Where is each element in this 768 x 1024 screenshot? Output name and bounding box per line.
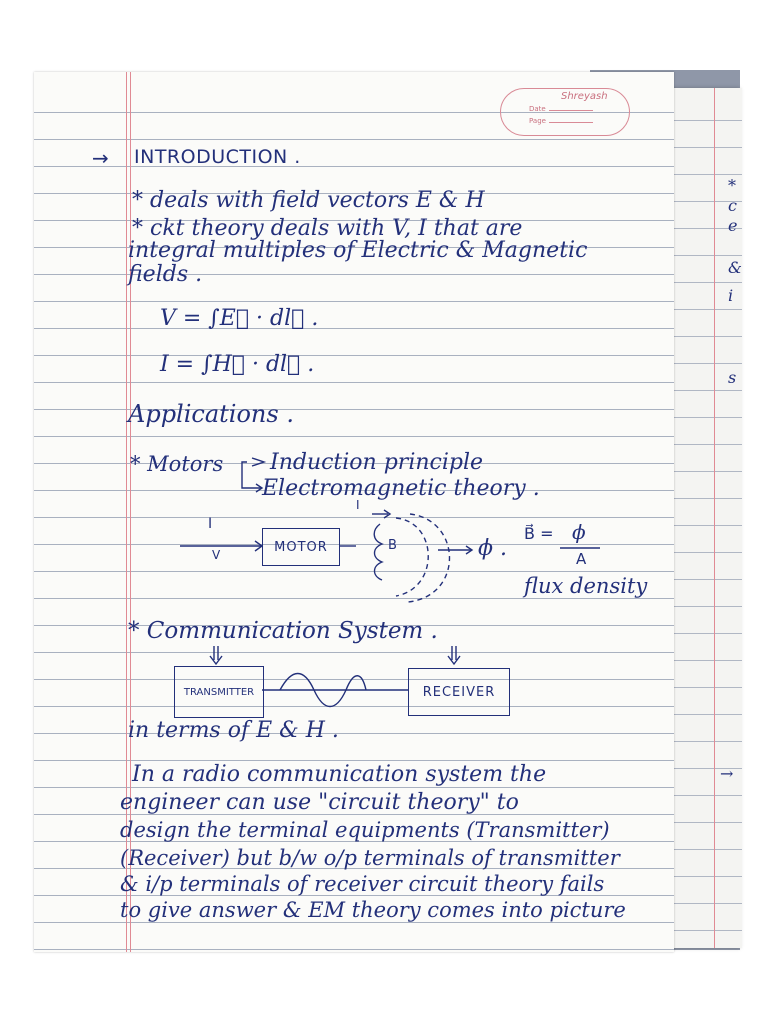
next-page-mark: → xyxy=(720,764,734,783)
paragraph-line: design the terminal equipments (Transmitter) xyxy=(120,818,610,842)
intro-line: integral multiples of Electric & Magnetic xyxy=(128,238,588,263)
paragraph-line: & i/p terminals of receiver circuit theory fails xyxy=(120,872,605,896)
motor-principle: Induction principle xyxy=(270,450,484,475)
stamp-brand: Shreyash xyxy=(561,91,608,102)
transmitter-box xyxy=(174,666,264,718)
intro-line: * ckt theory deals with V, I that are xyxy=(132,216,523,241)
equation-voltage: V = ∫E⃗ · dl⃗ . xyxy=(160,306,319,331)
flux-density-lhs: B⃗ = xyxy=(524,524,554,543)
coil-current-label: I xyxy=(356,498,360,512)
motor-input-current: I xyxy=(208,516,213,532)
stamp-date-field: Date xyxy=(529,105,593,113)
tx-antenna-arrow xyxy=(210,656,222,664)
rx-antenna-arrow xyxy=(448,656,460,664)
next-page-mark: i xyxy=(728,286,734,305)
intro-line: * deals with field vectors E & H xyxy=(132,188,485,213)
receiver-box xyxy=(408,668,510,716)
next-page-mark: * xyxy=(728,176,736,195)
paragraph-line: In a radio communication system the xyxy=(132,762,547,787)
interms-text: in terms of E & H . xyxy=(128,718,339,743)
motor-box-label: MOTOR xyxy=(274,539,328,555)
flux-density-numerator: ϕ xyxy=(572,520,586,544)
next-page-mark: s xyxy=(728,368,737,387)
intro-line: fields . xyxy=(128,262,203,287)
applications-heading: Applications . xyxy=(128,400,294,428)
flux-density-caption: flux density xyxy=(524,574,648,598)
stamp-page-field: Page xyxy=(529,117,593,125)
coil-field-label: B xyxy=(388,538,397,553)
next-page-mark: c xyxy=(728,196,737,215)
motor-principle: Electromagnetic theory . xyxy=(262,476,540,501)
paragraph-line: engineer can use "circuit theory" to xyxy=(120,790,519,815)
communication-heading: * Communication System . xyxy=(128,618,438,644)
flux-symbol: ϕ . xyxy=(478,536,507,561)
heading-arrow: → xyxy=(92,146,109,170)
motors-label: * Motors xyxy=(130,452,224,476)
next-page-mark: & xyxy=(728,258,742,277)
receiver-label: RECEIVER xyxy=(422,684,496,700)
paragraph-line: (Receiver) but b/w o/p terminals of transmitter xyxy=(120,846,620,870)
paragraph-line: to give answer & EM theory comes into picture xyxy=(120,898,626,922)
transmitter-label: TRANSMITTER xyxy=(183,686,255,698)
next-page-mark: e xyxy=(728,216,738,235)
equation-current: I = ∫H⃗ · dl⃗ . xyxy=(160,352,315,377)
page-title: INTRODUCTION . xyxy=(134,146,301,168)
motor-input-voltage: V xyxy=(212,548,221,562)
flux-density-denominator: A xyxy=(576,550,587,568)
